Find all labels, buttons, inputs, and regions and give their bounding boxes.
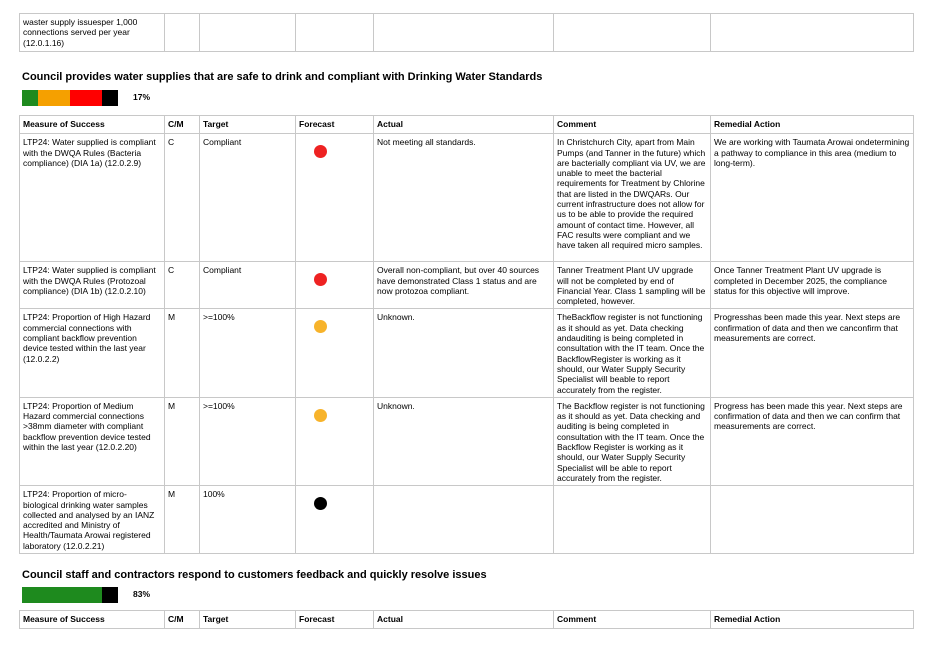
- bar-segment: [102, 587, 118, 603]
- cm-cell: M: [165, 397, 200, 485]
- header-row: [20, 116, 914, 134]
- table-row: [20, 309, 914, 397]
- forecast-cell: [296, 486, 374, 554]
- forecast-cell: [296, 309, 374, 397]
- actual-cell: [374, 486, 554, 554]
- target-cell: 100%: [200, 486, 296, 554]
- remedial-cell: Once Tanner Treatment Plant UV upgrade is completed in December 2025, the compliance status for this objective will improve.: [711, 262, 914, 309]
- bar-segment: [38, 90, 70, 106]
- col-header: Target: [200, 611, 296, 629]
- remedial-cell: Progresshas been made this year. Next steps are confirmation of data and then we canconfirm that measurements are correct.: [711, 309, 914, 397]
- comment-cell: [554, 486, 711, 554]
- forecast-cell: [296, 262, 374, 309]
- measure-cell: LTP24: Water supplied is compliant with the DWQA Rules (Protozoal compliance) (DIA 1b) (12.0.2.10): [20, 262, 165, 309]
- measure-cell: LTP24: Proportion of Medium Hazard commercial connections >38mm diameter with compliant backflow prevention device tested within the last year (12.0.2.20): [20, 397, 165, 485]
- forecast-status-icon: [314, 497, 327, 510]
- bar-segment: [102, 90, 118, 106]
- actual-cell: Overall non-compliant, but over 40 sources have demonstrated Class 1 status and are now protozoa compliant.: [374, 262, 554, 309]
- forecast-status-icon: [314, 320, 327, 333]
- forecast-cell: [296, 397, 374, 485]
- col-header: Forecast: [296, 611, 374, 629]
- col-header: Measure of Success: [20, 611, 165, 629]
- col-header: C/M: [165, 116, 200, 134]
- actual-cell: Unknown.: [374, 397, 554, 485]
- col-header: C/M: [165, 611, 200, 629]
- comment-cell: Tanner Treatment Plant UV upgrade will not be completed by end of Financial Year. Class 1 sampling will be completed, however.: [554, 262, 711, 309]
- section-title: Council provides water supplies that are safe to drink and compliant with Drinking Water Standards: [22, 71, 543, 83]
- cm-cell: M: [165, 486, 200, 554]
- col-header: Forecast: [296, 116, 374, 134]
- forecast-status-icon: [314, 273, 327, 286]
- forecast-status-icon: [314, 409, 327, 422]
- table-row: [20, 486, 914, 554]
- measure-cell: LTP24: Water supplied is compliant with the DWQA Rules (Bacteria compliance) (DIA 1a) (12.0.2.9): [20, 134, 165, 262]
- col-header: Actual: [374, 611, 554, 629]
- section-title: Council staff and contractors respond to customers feedback and quickly resolve issues: [22, 569, 487, 581]
- bar-segment: [70, 90, 102, 106]
- table-row: [20, 397, 914, 485]
- col-header: Comment: [554, 116, 711, 134]
- measures-table: [19, 115, 914, 554]
- measures-table-2: [19, 610, 914, 629]
- measure-cell: LTP24: Proportion of High Hazard commercial connections with compliant backflow prevention device tested within the last year (12.0.2.2): [20, 309, 165, 397]
- table-row: [20, 14, 914, 52]
- remedial-cell: We are working with Taumata Arowai ondetermining a pathway to compliance in this area (medium to long-term).: [711, 134, 914, 262]
- col-header: Comment: [554, 611, 711, 629]
- top-partial-table: [19, 13, 914, 52]
- comment-cell: The Backflow register is not functioning as it should as yet. Data checking and auditing is being completed in consultation with the IT team. Once the Backflow Register is working as it should, our Water Supply Security Specialist will be able to report accurately from the register.: [554, 397, 711, 485]
- progress-bar: [22, 90, 118, 106]
- percent-label: 17%: [133, 92, 151, 102]
- target-cell: >=100%: [200, 309, 296, 397]
- col-header: Remedial Action: [711, 116, 914, 134]
- forecast-status-icon: [314, 145, 327, 158]
- progress-bar: [22, 587, 118, 603]
- measure-cell: waster supply issuesper 1,000 connections served per year (12.0.1.16): [20, 14, 165, 52]
- col-header: Measure of Success: [20, 116, 165, 134]
- actual-cell: Not meeting all standards.: [374, 134, 554, 262]
- target-cell: Compliant: [200, 262, 296, 309]
- comment-cell: In Christchurch City, apart from Main Pumps (and Tanner in the future) which are bacterially compliant via UV, we are unable to meet the bacterial requirements for Treatment by Chlorine that are listed in the DWQARs. Our current infrastructure does not allow for us to be able to provide the required amount of contact time. However, all FAC results were compliant and we have taken all required micro samples.: [554, 134, 711, 262]
- cm-cell: M: [165, 309, 200, 397]
- table-row: [20, 262, 914, 309]
- forecast-cell: [296, 134, 374, 262]
- table-row: [20, 134, 914, 262]
- cm-cell: C: [165, 262, 200, 309]
- comment-cell: TheBackflow register is not functioning as it should as yet. Data checking andauditing is being completed in consultation with the IT team. Once the BackflowRegister is working as it should, our Water Supply Security Specialist will beable to report accurately from the register.: [554, 309, 711, 397]
- actual-cell: Unknown.: [374, 309, 554, 397]
- remedial-cell: [711, 486, 914, 554]
- target-cell: Compliant: [200, 134, 296, 262]
- cm-cell: C: [165, 134, 200, 262]
- bar-segment: [22, 587, 102, 603]
- col-header: Target: [200, 116, 296, 134]
- header-row: [20, 611, 914, 629]
- bar-segment: [22, 90, 38, 106]
- remedial-cell: Progress has been made this year. Next steps are confirmation of data and then we can confirm that measurements are correct.: [711, 397, 914, 485]
- target-cell: >=100%: [200, 397, 296, 485]
- percent-label: 83%: [133, 589, 151, 599]
- col-header: Remedial Action: [711, 611, 914, 629]
- measure-cell: LTP24: Proportion of micro-biological drinking water samples collected and analysed by an IANZ accredited and Ministry of Health/Taumata Arowai registered laboratory (12.0.2.21): [20, 486, 165, 554]
- col-header: Actual: [374, 116, 554, 134]
